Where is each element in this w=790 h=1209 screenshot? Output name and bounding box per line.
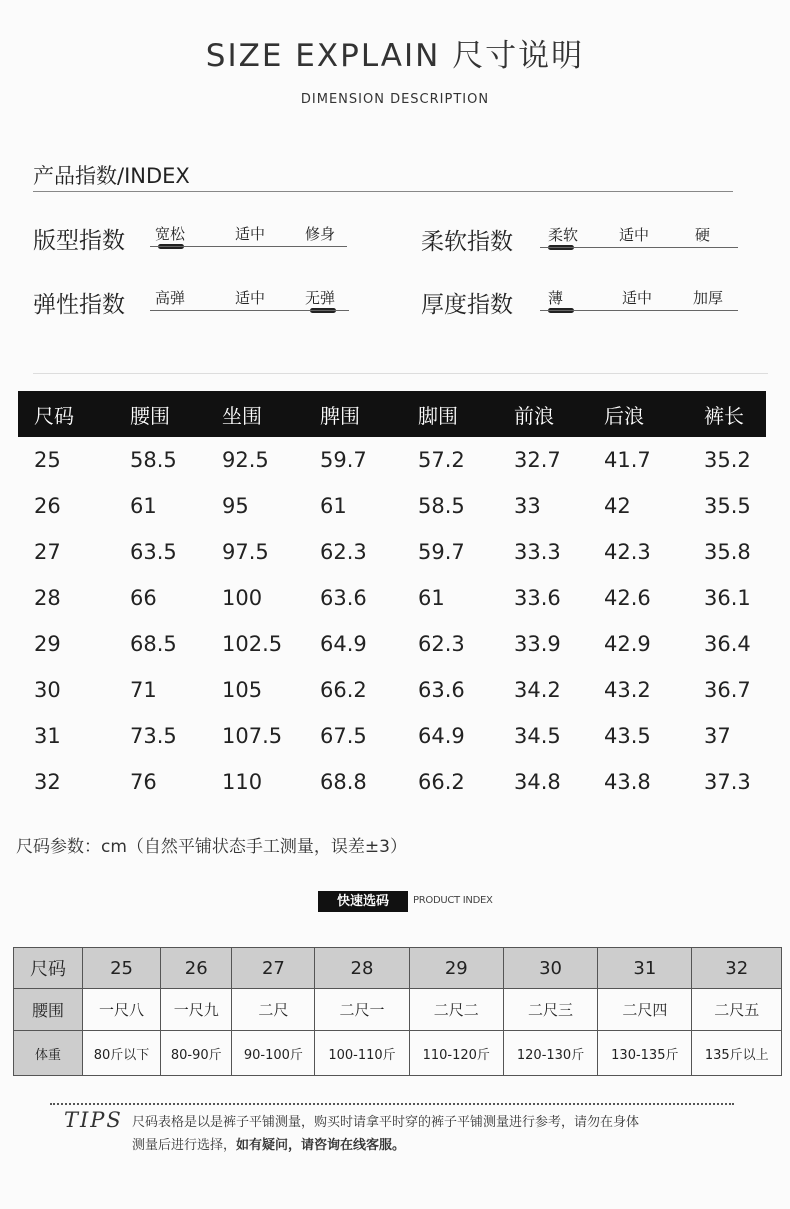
cell: 110-120斤 (409, 1031, 503, 1076)
table-row (18, 667, 766, 713)
cell: 25 (83, 948, 161, 989)
cell: 59.7 (320, 448, 367, 472)
softness-option-soft: 柔软 (548, 226, 579, 244)
cell: 76 (130, 770, 157, 794)
cell: 64.9 (320, 632, 367, 656)
cell: 68.5 (130, 632, 177, 656)
cell: 63.6 (418, 678, 465, 702)
cell: 42 (604, 494, 631, 518)
header-back-rise: 后浪 (604, 391, 704, 437)
cell: 42.9 (604, 632, 651, 656)
table-row (18, 529, 766, 575)
cell: 二尺一 (315, 989, 409, 1031)
quick-select-size-row (14, 948, 782, 989)
cell: 33.3 (514, 540, 561, 564)
header-front-rise: 前浪 (514, 391, 604, 437)
row-label: 体重 (14, 1031, 83, 1076)
measurement-note: 尺码参数：cm（自然平铺状态手工测量，误差±3） (16, 837, 407, 857)
header-hip: 坐围 (222, 391, 320, 437)
row-label: 腰围 (14, 989, 83, 1031)
section-divider (33, 373, 768, 374)
cell: 58.5 (130, 448, 177, 472)
cell: 34.5 (514, 724, 561, 748)
cell: 135斤以上 (692, 1031, 782, 1076)
cell: 35.8 (704, 540, 751, 564)
cell: 102.5 (222, 632, 283, 656)
cell: 25 (34, 448, 61, 472)
cell: 二尺 (232, 989, 315, 1031)
cell: 120-130斤 (503, 1031, 597, 1076)
table-row (18, 759, 766, 805)
cell: 59.7 (418, 540, 465, 564)
cell: 67.5 (320, 724, 367, 748)
table-row (18, 713, 766, 759)
elasticity-index-scale (150, 287, 349, 311)
cell: 42.3 (604, 540, 651, 564)
cell: 二尺三 (503, 989, 597, 1031)
tips-text-bold: 如有疑问，请咨询在线客服。 (236, 1138, 406, 1153)
cell: 36.7 (704, 678, 751, 702)
cell: 63.6 (320, 586, 367, 610)
fit-option-loose: 宽松 (155, 225, 186, 243)
table-row (18, 575, 766, 621)
quick-select-table (13, 947, 782, 1076)
page-subtitle: DIMENSION DESCRIPTION (300, 92, 490, 107)
cell: 97.5 (222, 540, 269, 564)
cell: 26 (34, 494, 61, 518)
page-title: SIZE EXPLAIN 尺寸说明 (205, 38, 585, 74)
thickness-option-regular: 适中 (622, 289, 653, 307)
tips-text-line2 (132, 1134, 405, 1153)
cell: 30 (503, 948, 597, 989)
cell: 41.7 (604, 448, 651, 472)
cell: 34.8 (514, 770, 561, 794)
cell: 107.5 (222, 724, 283, 748)
cell: 31 (598, 948, 692, 989)
elasticity-scale-line (150, 310, 349, 311)
cell: 28 (34, 586, 61, 610)
cell: 66 (130, 586, 157, 610)
cell: 36.4 (704, 632, 751, 656)
cell: 29 (34, 632, 61, 656)
fit-index-label: 版型指数 (33, 228, 125, 254)
fit-option-slim: 修身 (305, 225, 336, 243)
cell: 105 (222, 678, 263, 702)
cell: 一尺八 (83, 989, 161, 1031)
fit-option-regular: 适中 (235, 225, 266, 243)
cell: 29 (409, 948, 503, 989)
cell: 43.8 (604, 770, 651, 794)
cell: 63.5 (130, 540, 177, 564)
cell: 二尺二 (409, 989, 503, 1031)
elasticity-option-regular: 适中 (235, 289, 266, 307)
cell: 92.5 (222, 448, 269, 472)
thickness-option-thick: 加厚 (693, 289, 724, 307)
cell: 64.9 (418, 724, 465, 748)
cell: 31 (34, 724, 61, 748)
index-divider (33, 191, 733, 192)
thickness-scale-line (540, 310, 738, 311)
cell: 34.2 (514, 678, 561, 702)
cell: 68.8 (320, 770, 367, 794)
softness-option-hard: 硬 (695, 226, 711, 244)
cell: 35.5 (704, 494, 751, 518)
tips-text-line1: 尺码表格是以是裤子平铺测量，购买时请拿平时穿的裤子平铺测量进行参考，请勿在身体 (132, 1115, 640, 1130)
cell: 32 (34, 770, 61, 794)
cell: 62.3 (320, 540, 367, 564)
cell: 27 (34, 540, 61, 564)
index-heading: 产品指数/INDEX (33, 164, 190, 188)
cell: 73.5 (130, 724, 177, 748)
cell: 57.2 (418, 448, 465, 472)
quick-select-weight-row (14, 1031, 782, 1076)
cell: 130-135斤 (598, 1031, 692, 1076)
cell: 37 (704, 724, 731, 748)
cell: 100-110斤 (315, 1031, 409, 1076)
row-label: 尺码 (14, 948, 83, 989)
tips-label: TIPS (64, 1108, 123, 1132)
cell: 32 (692, 948, 782, 989)
cell: 80-90斤 (161, 1031, 232, 1076)
thickness-index-label: 厚度指数 (421, 292, 513, 318)
thickness-index-scale (540, 287, 738, 311)
header-thigh: 脾围 (320, 391, 418, 437)
size-table (18, 391, 766, 805)
cell: 62.3 (418, 632, 465, 656)
cell: 43.5 (604, 724, 651, 748)
cell: 一尺九 (161, 989, 232, 1031)
tips-text-prefix: 测量后进行选择， (132, 1138, 237, 1153)
cell: 71 (130, 678, 157, 702)
table-row (18, 483, 766, 529)
size-table-header (18, 391, 766, 437)
softness-scale-line (540, 247, 738, 248)
cell: 61 (320, 494, 347, 518)
cell: 二尺四 (598, 989, 692, 1031)
elasticity-option-high: 高弹 (155, 289, 186, 307)
cell: 61 (130, 494, 157, 518)
elasticity-index-label: 弹性指数 (33, 292, 125, 318)
header-waist: 腰围 (130, 391, 222, 437)
table-row (18, 437, 766, 483)
thickness-option-thin: 薄 (548, 289, 564, 307)
cell: 66.2 (320, 678, 367, 702)
cell: 42.6 (604, 586, 651, 610)
cell: 61 (418, 586, 445, 610)
cell: 95 (222, 494, 249, 518)
fit-index-scale (150, 223, 347, 247)
cell: 100 (222, 586, 263, 610)
tips-divider (50, 1103, 734, 1105)
cell: 33 (514, 494, 541, 518)
quick-select-badge: 快速选码 (318, 891, 408, 912)
cell: 58.5 (418, 494, 465, 518)
elasticity-option-none: 无弹 (305, 289, 336, 307)
cell: 66.2 (418, 770, 465, 794)
header-leg-opening: 脚围 (418, 391, 514, 437)
cell: 80斤以下 (83, 1031, 161, 1076)
cell: 90-100斤 (232, 1031, 315, 1076)
softness-option-regular: 适中 (619, 226, 650, 244)
cell: 26 (161, 948, 232, 989)
cell: 33.9 (514, 632, 561, 656)
softness-index-label: 柔软指数 (421, 229, 513, 255)
cell: 110 (222, 770, 263, 794)
cell: 30 (34, 678, 61, 702)
quick-select-waist-row (14, 989, 782, 1031)
header-length: 裤长 (704, 391, 766, 437)
table-row (18, 621, 766, 667)
fit-scale-line (150, 246, 347, 247)
cell: 32.7 (514, 448, 561, 472)
cell: 36.1 (704, 586, 751, 610)
cell: 27 (232, 948, 315, 989)
cell: 33.6 (514, 586, 561, 610)
cell: 43.2 (604, 678, 651, 702)
cell: 37.3 (704, 770, 751, 794)
cell: 35.2 (704, 448, 751, 472)
quick-select-english: PRODUCT INDEX (413, 895, 493, 906)
cell: 二尺五 (692, 989, 782, 1031)
softness-index-scale (540, 224, 738, 248)
header-size: 尺码 (18, 391, 130, 437)
cell: 28 (315, 948, 409, 989)
